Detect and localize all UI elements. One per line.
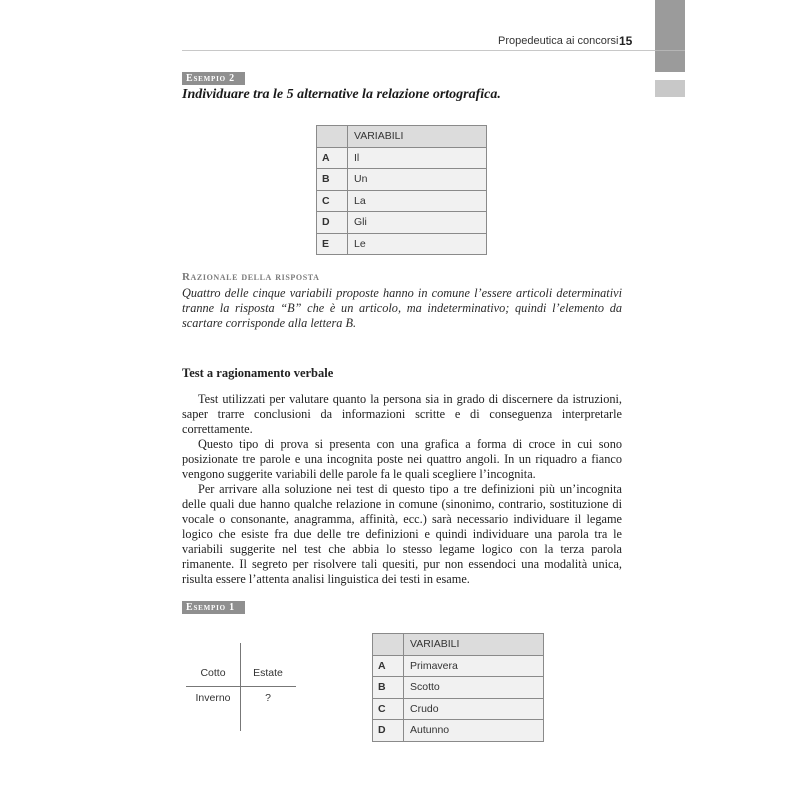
table-row <box>373 655 544 677</box>
option-value: La <box>348 190 487 212</box>
option-value: Gli <box>348 212 487 234</box>
paragraph: Test utilizzati per valutare quanto la persona sia in grado di discernere da istruzioni, saper trarre conclusioni da informazioni scritte e di conseguenza interpretarle correttamente. <box>182 392 622 436</box>
example-2-badge: Esempio 2 <box>182 72 245 85</box>
cross-unknown: ? <box>265 692 271 704</box>
word-cross-diagram <box>186 643 296 733</box>
option-value: Le <box>348 233 487 255</box>
paragraph: Per arrivare alla soluzione nei test di questo tipo a tre definizioni più un’incognita delle quali due hanno qualche relazione in comune (sinonimo, contrario, sostituzione di vocale o consonante, anagramma, affinità, ecc.) sarà necessario individuare il legame logico che esiste fra due delle tre definizioni e quindi individuare una parola tra le variabili suggerite nel test che abbia lo stesso legame logico con la terza parola rimanente. Il segreto per risolvere tali quesiti, pur non essendoci una modalità unica, risulta essere l’attenta analisi linguistica dei testi in esame. <box>182 482 622 586</box>
option-value: Un <box>348 169 487 191</box>
table-row <box>317 169 487 191</box>
cross-vertical-line <box>240 643 241 731</box>
cross-top-right-word: Estate <box>253 667 283 679</box>
option-letter: C <box>373 698 404 720</box>
section-title: Test a ragionamento verbale <box>182 366 334 380</box>
chapter-thumb-tab-light <box>655 80 685 97</box>
cross-horizontal-line <box>186 686 296 687</box>
table-corner-cell <box>317 126 348 148</box>
table-header-row <box>373 634 544 656</box>
cross-top-left-word: Cotto <box>200 667 226 679</box>
example-2-instruction: Individuare tra le 5 alternative la relazione ortografica. <box>182 87 501 102</box>
table-corner-cell <box>373 634 404 656</box>
running-title: Propedeutica ai concorsi <box>498 35 619 47</box>
rationale-heading: Razionale della risposta <box>182 271 320 283</box>
option-letter: A <box>317 147 348 169</box>
table-row <box>317 212 487 234</box>
table-header-variabili: VARIABILI <box>348 126 487 148</box>
header-rule <box>182 50 655 51</box>
option-letter: C <box>317 190 348 212</box>
option-letter: A <box>373 655 404 677</box>
table-row <box>317 147 487 169</box>
table-row <box>373 720 544 742</box>
option-value: Autunno <box>404 720 544 742</box>
paragraph: Questo tipo di prova si presenta con una grafica a forma di croce in cui sono posizionate tre parole e una incognita poste nei quattro angoli. In un riquadro a fianco vengono suggerite variabili delle parole fa le quali scegliere l’incognita. <box>182 437 622 481</box>
rationale-text: Quattro delle cinque variabili proposte hanno in comune l’essere articoli determinativi tranne la risposta “B” che è un articolo, ma indeterminativo; quindi l’elemento da scartare corrisponde alla lettera B. <box>182 286 622 330</box>
cross-bottom-left-word: Inverno <box>195 692 231 704</box>
table-header-variabili: VARIABILI <box>404 634 544 656</box>
option-letter: D <box>373 720 404 742</box>
table-row <box>317 233 487 255</box>
page-number: 15 <box>619 34 633 48</box>
option-value: Scotto <box>404 677 544 699</box>
option-value: Il <box>348 147 487 169</box>
table-row <box>373 698 544 720</box>
option-value: Crudo <box>404 698 544 720</box>
table-row <box>317 190 487 212</box>
chapter-thumb-tab <box>655 0 685 72</box>
table-row <box>373 677 544 699</box>
option-letter: E <box>317 233 348 255</box>
thumb-tab-divider <box>655 50 685 51</box>
option-letter: B <box>317 169 348 191</box>
example-1-badge: Esempio 1 <box>182 601 245 614</box>
option-letter: B <box>373 677 404 699</box>
example-1-variables-table <box>372 633 544 742</box>
example-2-variables-table <box>316 125 487 255</box>
table-header-row <box>317 126 487 148</box>
option-letter: D <box>317 212 348 234</box>
option-value: Primavera <box>404 655 544 677</box>
